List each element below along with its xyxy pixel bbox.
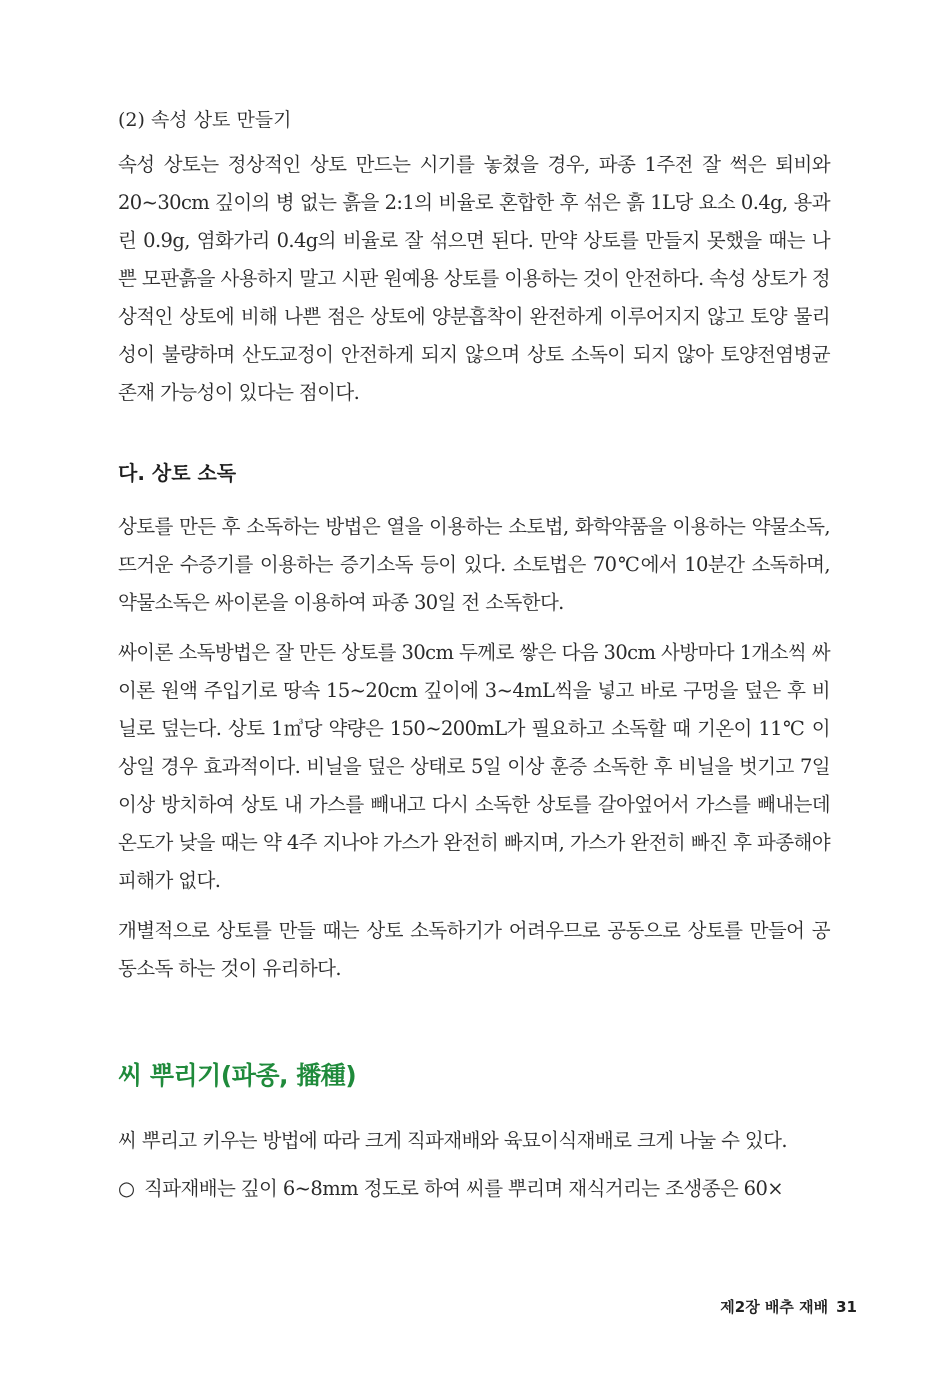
page-content xyxy=(118,108,830,1208)
circle-bullet-icon: ○ xyxy=(118,1177,135,1200)
footer-chapter-label: 제2장 배추 재배 xyxy=(720,1298,829,1316)
chapter-title: 씨 뿌리기(파종, 播種) xyxy=(118,1061,357,1090)
subsection-paragraph: 속성 상토는 정상적인 상토 만드는 시기를 놓쳤을 경우, 파종 1주전 잘 썩은 퇴비와 20~30cm 깊이의 병 없는 흙을 2:1의 비율로 혼합한 후 섞은 흙 1L당 요소 0.4g, 용과린 0.9g, 염화가리 0.4g의 비율로 잘 섞으면 된다. 만약 상토를 만들지 못했을 때는 나쁜 모판흙을 사용하지 말고 시판 원예용 상토를 이용하는 것이 안전하다. 속성 상토가 정상적인 상토에 비해 나쁜 점은 상토에 양분흡착이 완전하게 이루어지지 않고 토양 물리성이 불량하며 산도교정이 안전하게 되지 않으며 상토 소독이 되지 않아 토양전염병균 존재 가능성이 있다는 점이다. xyxy=(118,153,830,404)
chapter-intro: 씨 뿌리고 키우는 방법에 따라 크게 직파재배와 육묘이식재배로 크게 나눌 수 있다. xyxy=(118,1129,788,1152)
bullet-item xyxy=(118,1170,830,1208)
section-title: 다. 상토 소독 xyxy=(118,461,237,485)
section-paragraph-2: 싸이론 소독방법은 잘 만든 상토를 30cm 두께로 쌓은 다음 30cm 사방마다 1개소씩 싸이론 원액 주입기로 땅속 15~20cm 깊이에 3~4mL씩을 넣고 바로 구멍을 덮은 후 비닐로 덮는다. 상토 1㎥당 약량은 150~200mL가 필요하고 소독할 때 기온이 11℃ 이상일 경우 효과적이다. 비닐을 덮은 상태로 5일 이상 훈증 소독한 후 비닐을 벗기고 7일 이상 방치하여 상토 내 가스를 빼내고 다시 소독한 상토를 갈아엎어서 가스를 빼내는데 온도가 낮을 때는 약 4주 지나야 가스가 완전히 빠지며, 가스가 완전히 빠진 후 파종해야 피해가 없다. xyxy=(118,641,830,892)
page-number: 31 xyxy=(836,1298,857,1316)
subsection-heading: (2) 속성 상토 만들기 xyxy=(118,109,292,131)
section-paragraph-3: 개별적으로 상토를 만들 때는 상토 소독하기가 어려우므로 공동으로 상토를 만들어 공동소독 하는 것이 유리하다. xyxy=(118,919,830,980)
bullet-text: 직파재배는 깊이 6~8mm 정도로 하여 씨를 뿌리며 재식거리는 조생종은 60× xyxy=(144,1177,784,1200)
section-paragraph-1: 상토를 만든 후 소독하는 방법은 열을 이용하는 소토법, 화학약품을 이용하는 약물소독, 뜨거운 수증기를 이용하는 증기소독 등이 있다. 소토법은 70℃에서 10분간 소독하며, 약물소독은 싸이론을 이용하여 파종 30일 전 소독한다. xyxy=(118,515,830,614)
page-footer xyxy=(720,1296,857,1317)
